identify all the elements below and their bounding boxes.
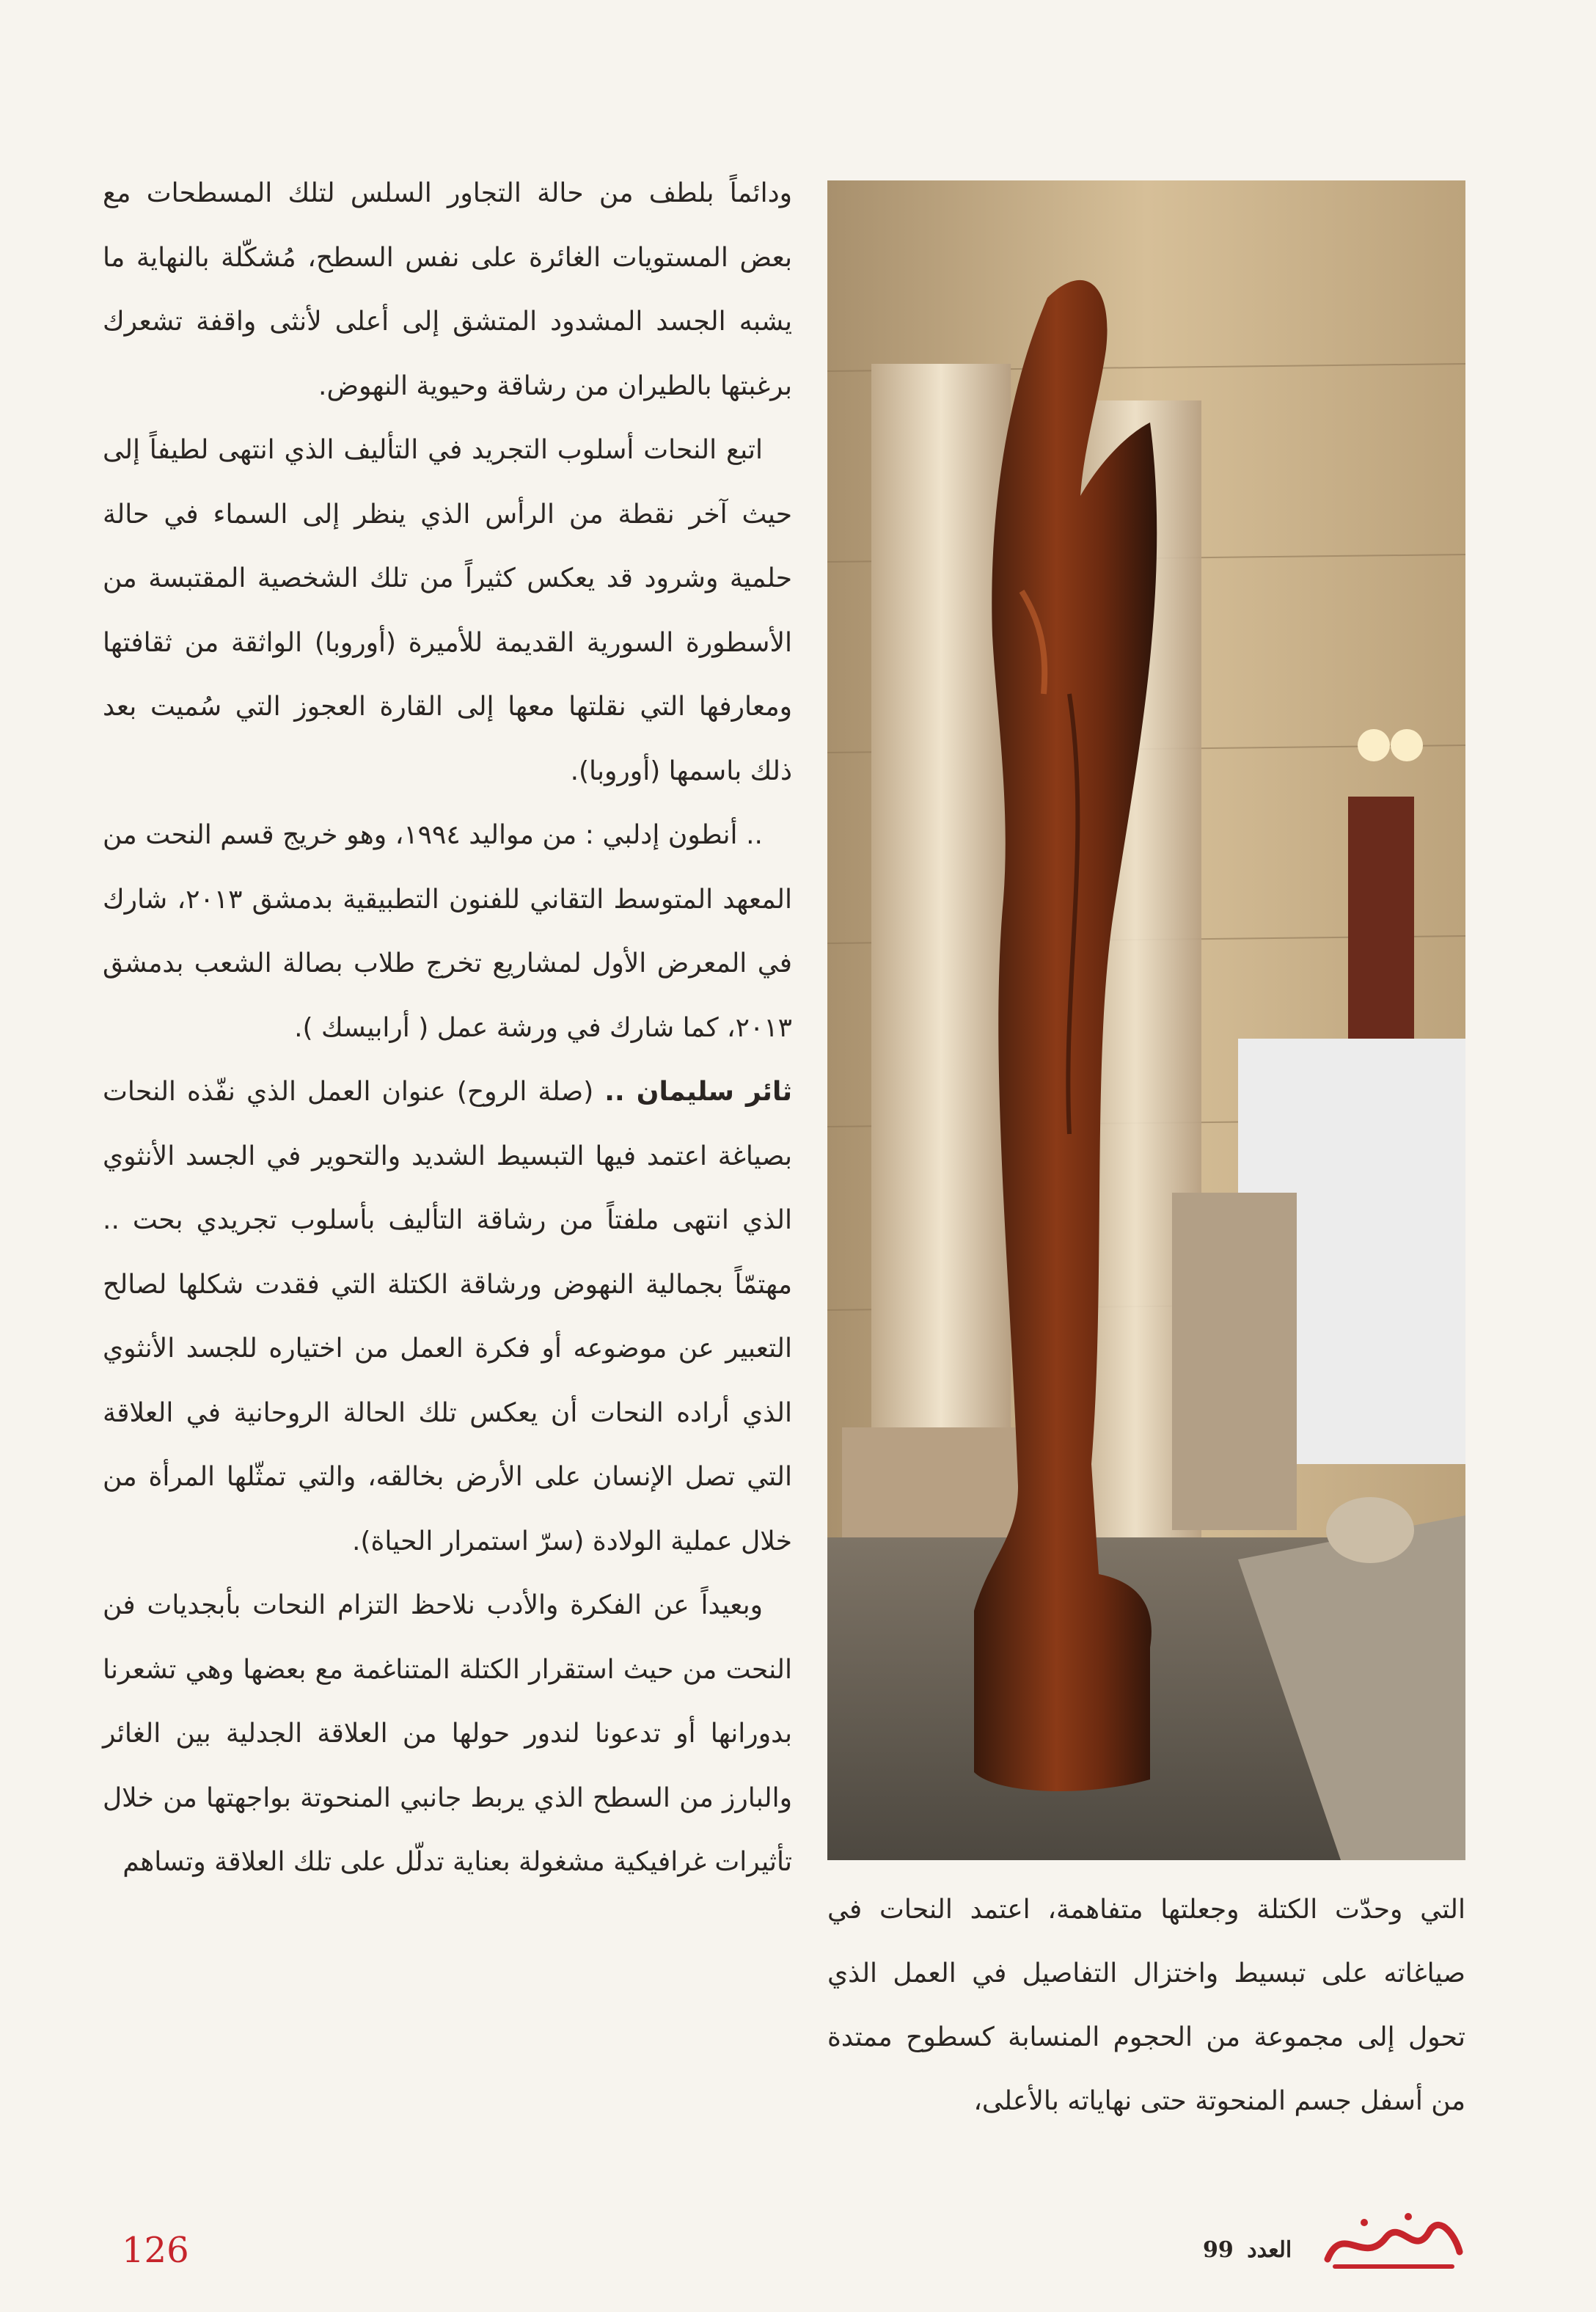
article-column-right (103, 161, 792, 1895)
issue-value: 99 (1203, 2237, 1234, 2263)
paragraph (103, 1060, 792, 1573)
paragraph: ودائماً بلطف من حالة التجاور السلس لتلك المسطحات مع بعض المستويات الغائرة على نفس السطح، مُشكّلة بالنهاية ما يشبه الجسد المشدود المتشق إلى أعلى لأنثى واقفة تشعرك برغبتها بالطيران من رشاقة وحيوية النهوض. (103, 178, 792, 401)
sculpture-photo (827, 180, 1465, 1860)
issue-label: العدد (1247, 2237, 1292, 2263)
paragraph-text: (صلة الروح) عنوان العمل الذي نفّذه النحات بصياغة اعتمد فيها التبسيط الشديد والتحوير في الجسد الأنثوي الذي انتهى ملفتاً من رشاقة التأليف بأسلوب تجريدي بحت .. مهتمّاً بجمالية النهوض ورشاقة الكتلة التي فقدت شكلها لصالح التعبير عن موضوعه أو فكرة العمل من اختياره للجسد الأنثوي الذي أراده النحات أن يعكس تلك الحالة الروحانية في العلاقة التي تصل الإنسان على الأرض بخالقه، والتي تمثّلها المرأة من خلال عملية الولادة (سرّ استمرار الحياة). (103, 1077, 792, 1556)
paragraph: التي وحدّت الكتلة وجعلتها متفاهمة، اعتمد النحات في صياغاته على تبسيط واختزال التفاصيل في العمل الذي تحول إلى مجموعة من الحجوم المنسابة كسطوح ممتدة من أسفل جسم المنحوتة حتى نهاياته بالأعلى، (827, 1895, 1465, 2116)
sculpture-illustration (827, 180, 1465, 1860)
page-number: 126 (122, 2230, 189, 2271)
paragraph: وبعيداً عن الفكرة والأدب نلاحظ التزام النحات بأبجديات فن النحت من حيث استقرار الكتلة المتناغمة مع بعضها وهي تشعرنا بدورانها أو تدعونا لندور حولها من العلاقة الجدلية بين الغائر والبارز من السطح الذي يربط جانبي المنحوتة بواجهتها من خلال تأثيرات غرافيكية مشغولة بعناية تدلّل على تلك العلاقة وتساهم (103, 1590, 792, 1877)
paragraph: اتبع النحات أسلوب التجريد في التأليف الذي انتهى لطيفاً إلى حيث آخر نقطة من الرأس الذي ينظر إلى السماء في حالة حلمية وشرود قد يعكس كثيراً من تلك الشخصية المقتبسة من الأسطورة السورية القديمة للأميرة (أوروبا) الواثقة من ثقافتها ومعارفها التي نقلتها معها إلى القارة العجوز التي سُميت بعد ذلك باسمها (أوروبا). (103, 435, 792, 786)
magazine-logo (1320, 2208, 1467, 2274)
article-column-left (827, 1878, 1465, 2133)
issue-number (1203, 2237, 1292, 2263)
artist-name: ثائر سليمان .. (604, 1077, 792, 1107)
paragraph: .. أنطون إدلبي : من مواليد ١٩٩٤، وهو خريج قسم النحت من المعهد المتوسط التقاني للفنون التطبيقية بدمشق ٢٠١٣، شارك في المعرض الأول لمشاريع تخرج طلاب بصالة الشعب بدمشق ٢٠١٣، كما شارك في ورشة عمل ( أرابيسك ). (103, 820, 792, 1043)
